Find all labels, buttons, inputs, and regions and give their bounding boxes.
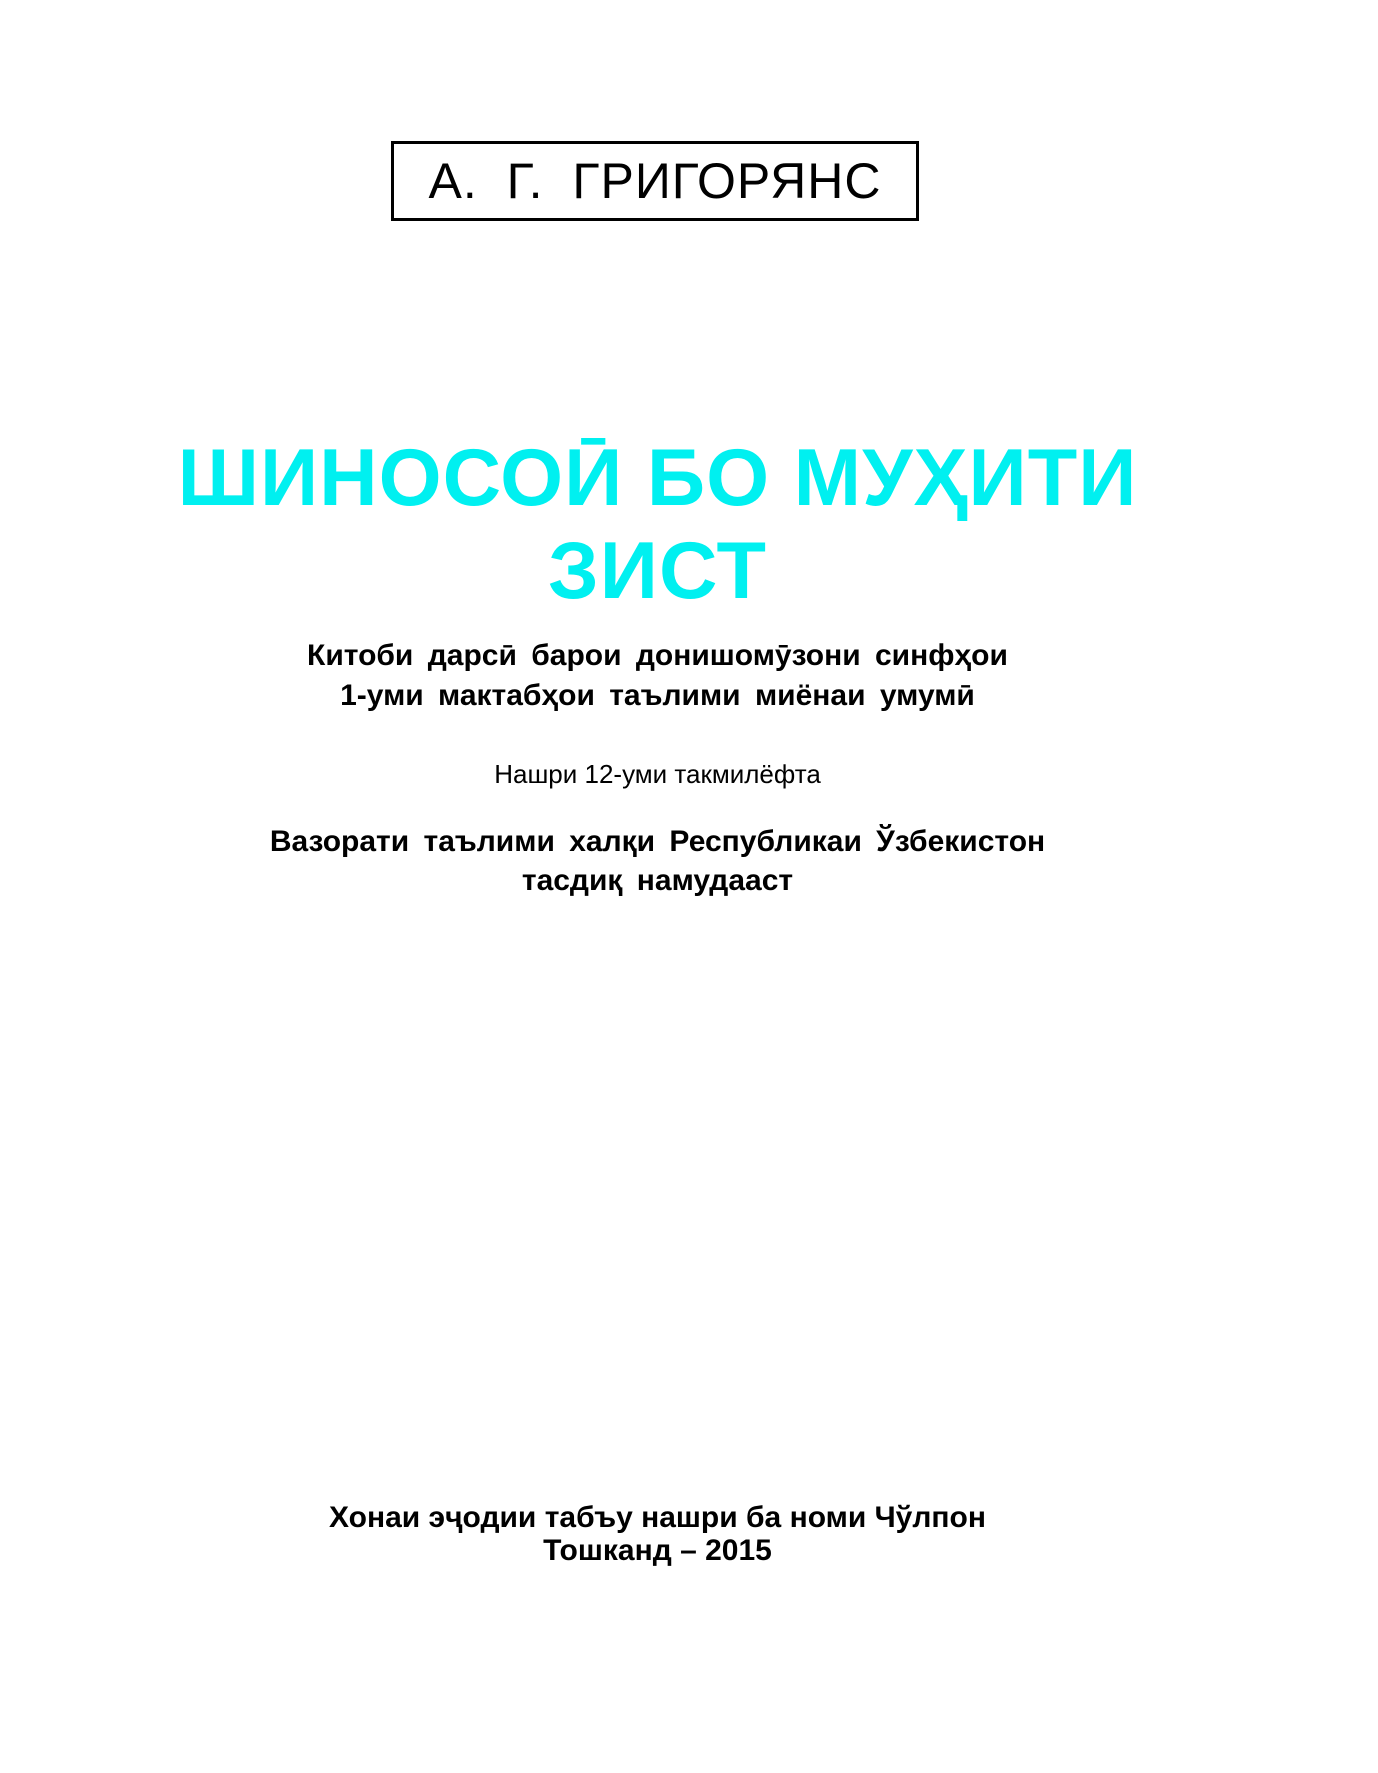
approval-line-1: Вазорати таълими халқи Республикаи Ўзбекистон [269, 825, 1046, 858]
publisher-name: Хонаи эҷодии табъу нашри ба номи Чўлпон [329, 1501, 986, 1534]
author-name: А. Г. ГРИГОРЯНС [428, 153, 882, 209]
book-title-line-1: ШИНОСОӢ БО МУҲИТИ [177, 433, 1138, 523]
book-title-line-2: ЗИСТ [548, 526, 767, 616]
author-box [391, 141, 919, 221]
publisher-city-year: Тошканд – 2015 [543, 1534, 772, 1567]
subtitle-line-1: Китоби дарсӣ барои донишомӯзони синфҳои [307, 639, 1008, 672]
subtitle-line-2: 1-уми мактабҳои таълими миёнаи умумӣ [340, 679, 975, 712]
edition-note: Нашри 12-уми такмилёфта [494, 759, 821, 789]
approval-line-2: тасдиқ намудааст [521, 864, 794, 897]
